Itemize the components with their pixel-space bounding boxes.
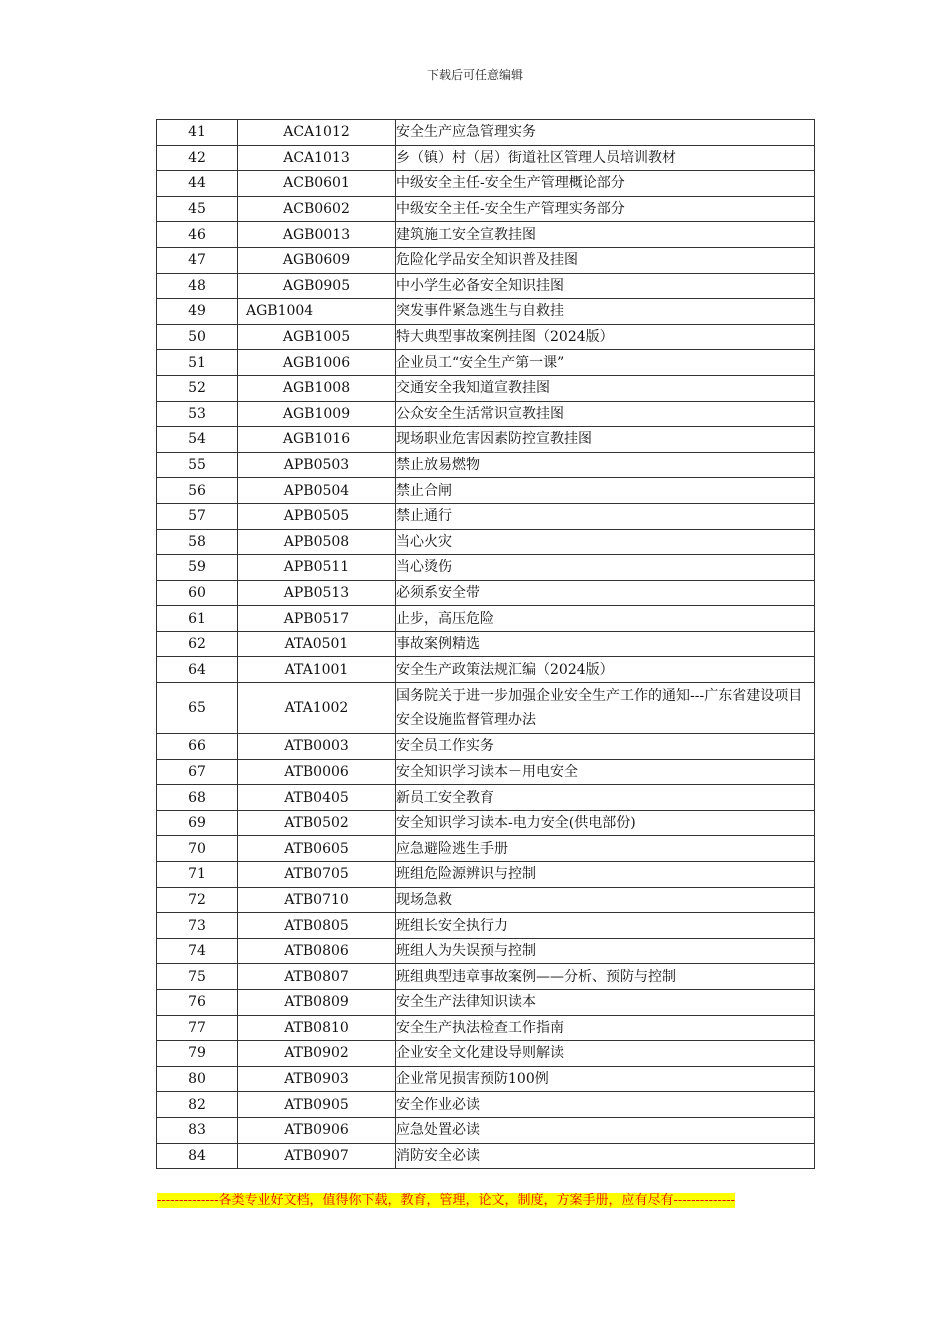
item-title-cell: 特大典型事故案例挂图（2024版）: [396, 324, 815, 350]
item-title-cell: 企业安全文化建设导则解读: [396, 1041, 815, 1067]
row-number-cell: 58: [157, 529, 238, 555]
item-title-cell: 企业员工“安全生产第一课”: [396, 350, 815, 376]
item-code-cell: ATA0501: [238, 631, 396, 657]
table-row: [157, 247, 815, 273]
table-row: [157, 503, 815, 529]
item-code-cell: ATB0806: [238, 938, 396, 964]
item-title-cell: 安全知识学习读本－用电安全: [396, 759, 815, 785]
item-code-cell: ATB0003: [238, 734, 396, 760]
row-number-cell: 75: [157, 964, 238, 990]
table-row: [157, 1092, 815, 1118]
table-row: [157, 683, 815, 734]
item-code-cell: AGB1008: [238, 375, 396, 401]
row-number-cell: 51: [157, 350, 238, 376]
item-title-cell: 禁止通行: [396, 503, 815, 529]
item-title-cell: 必须系安全带: [396, 580, 815, 606]
item-code-cell: ACB0602: [238, 196, 396, 222]
table-row: [157, 887, 815, 913]
item-title-cell: 建筑施工安全宣教挂图: [396, 222, 815, 248]
item-title-cell: 班组典型违章事故案例——分析、预防与控制: [396, 964, 815, 990]
table-row: [157, 145, 815, 171]
table-row: [157, 324, 815, 350]
row-number-cell: 79: [157, 1041, 238, 1067]
item-title-cell: 中级安全主任-安全生产管理概论部分: [396, 171, 815, 197]
item-title-cell: 安全作业必读: [396, 1092, 815, 1118]
item-title-cell: 新员工安全教育: [396, 785, 815, 811]
row-number-cell: 53: [157, 401, 238, 427]
item-code-cell: ATB0903: [238, 1066, 396, 1092]
table-row: [157, 759, 815, 785]
table-row: [157, 862, 815, 888]
table-row: [157, 913, 815, 939]
item-code-cell: ATB0710: [238, 887, 396, 913]
table-row: [157, 785, 815, 811]
row-number-cell: 72: [157, 887, 238, 913]
item-code-cell: ATB0807: [238, 964, 396, 990]
item-title-cell: 中小学生必备安全知识挂图: [396, 273, 815, 299]
row-number-cell: 59: [157, 555, 238, 581]
item-code-cell: APB0513: [238, 580, 396, 606]
item-code-cell: ATB0907: [238, 1143, 396, 1169]
item-code-cell: AGB1004: [238, 299, 396, 325]
row-number-cell: 55: [157, 452, 238, 478]
item-code-cell: ATB0006: [238, 759, 396, 785]
table-row: [157, 1041, 815, 1067]
item-code-cell: APB0505: [238, 503, 396, 529]
item-code-cell: AGB1005: [238, 324, 396, 350]
row-number-cell: 65: [157, 683, 238, 734]
row-number-cell: 71: [157, 862, 238, 888]
table-row: [157, 734, 815, 760]
item-title-cell: 当心火灾: [396, 529, 815, 555]
row-number-cell: 70: [157, 836, 238, 862]
item-title-cell: 当心烫伤: [396, 555, 815, 581]
row-number-cell: 68: [157, 785, 238, 811]
item-title-cell: 安全知识学习读本-电力安全(供电部份): [396, 810, 815, 836]
table-row: [157, 964, 815, 990]
table-row: [157, 375, 815, 401]
item-code-cell: APB0503: [238, 452, 396, 478]
table-row: [157, 1015, 815, 1041]
row-number-cell: 84: [157, 1143, 238, 1169]
item-title-cell: 安全员工作实务: [396, 734, 815, 760]
item-code-cell: ATB0810: [238, 1015, 396, 1041]
item-title-cell: 中级安全主任-安全生产管理实务部分: [396, 196, 815, 222]
item-title-cell: 班组危险源辨识与控制: [396, 862, 815, 888]
table-row: [157, 990, 815, 1016]
table-row: [157, 1143, 815, 1169]
item-code-cell: AGB0013: [238, 222, 396, 248]
item-code-cell: AGB1006: [238, 350, 396, 376]
row-number-cell: 74: [157, 938, 238, 964]
item-code-cell: ATB0502: [238, 810, 396, 836]
item-code-cell: ATB0405: [238, 785, 396, 811]
item-title-cell: 班组长安全执行力: [396, 913, 815, 939]
item-code-cell: APB0508: [238, 529, 396, 555]
row-number-cell: 82: [157, 1092, 238, 1118]
row-number-cell: 64: [157, 657, 238, 683]
table-row: [157, 810, 815, 836]
item-code-cell: AGB1009: [238, 401, 396, 427]
item-title-cell: 班组人为失误预与控制: [396, 938, 815, 964]
item-title-cell: 禁止放易燃物: [396, 452, 815, 478]
item-code-cell: ACA1012: [238, 120, 396, 146]
item-title-cell: 应急处置必读: [396, 1117, 815, 1143]
item-code-cell: ACA1013: [238, 145, 396, 171]
row-number-cell: 67: [157, 759, 238, 785]
item-title-cell: 危险化学品安全知识普及挂图: [396, 247, 815, 273]
table-row: [157, 631, 815, 657]
row-number-cell: 80: [157, 1066, 238, 1092]
item-code-cell: ATB0805: [238, 913, 396, 939]
table-row: [157, 478, 815, 504]
row-number-cell: 49: [157, 299, 238, 325]
table-row: [157, 580, 815, 606]
table-row: [157, 299, 815, 325]
table-row: [157, 120, 815, 146]
item-code-cell: ATB0902: [238, 1041, 396, 1067]
page-header: 下载后可任意编辑: [426, 68, 523, 82]
row-number-cell: 69: [157, 810, 238, 836]
table-row: [157, 555, 815, 581]
item-code-cell: AGB1016: [238, 427, 396, 453]
catalog-table: [156, 119, 815, 1169]
item-title-cell: 消防安全必读: [396, 1143, 815, 1169]
row-number-cell: 48: [157, 273, 238, 299]
footer-text: --------------各类专业好文档，值得你下载，教育，管理，论文，制度，方案手册，应有尽有--------------: [157, 1193, 735, 1208]
item-title-cell: 事故案例精选: [396, 631, 815, 657]
item-title-cell: 禁止合闸: [396, 478, 815, 504]
item-code-cell: ATA1002: [238, 683, 396, 734]
table-row: [157, 171, 815, 197]
row-number-cell: 60: [157, 580, 238, 606]
row-number-cell: 46: [157, 222, 238, 248]
table-row: [157, 1066, 815, 1092]
row-number-cell: 56: [157, 478, 238, 504]
table-row: [157, 452, 815, 478]
row-number-cell: 47: [157, 247, 238, 273]
item-code-cell: AGB0609: [238, 247, 396, 273]
row-number-cell: 83: [157, 1117, 238, 1143]
item-title-cell: 安全生产法律知识读本: [396, 990, 815, 1016]
item-title-cell: 企业常见损害预防100例: [396, 1066, 815, 1092]
item-title-cell: 交通安全我知道宣教挂图: [396, 375, 815, 401]
row-number-cell: 77: [157, 1015, 238, 1041]
table-row: [157, 657, 815, 683]
table-row: [157, 196, 815, 222]
item-title-cell: 安全生产政策法规汇编（2024版）: [396, 657, 815, 683]
row-number-cell: 62: [157, 631, 238, 657]
item-title-cell: 公众安全生活常识宣教挂图: [396, 401, 815, 427]
item-code-cell: APB0517: [238, 606, 396, 632]
row-number-cell: 44: [157, 171, 238, 197]
item-title-cell: 止步，高压危险: [396, 606, 815, 632]
row-number-cell: 61: [157, 606, 238, 632]
item-title-cell: 现场职业危害因素防控宣教挂图: [396, 427, 815, 453]
table-row: [157, 1117, 815, 1143]
item-title-cell: 乡（镇）村（居）街道社区管理人员培训教材: [396, 145, 815, 171]
table-row: [157, 938, 815, 964]
row-number-cell: 66: [157, 734, 238, 760]
item-code-cell: APB0504: [238, 478, 396, 504]
row-number-cell: 50: [157, 324, 238, 350]
item-code-cell: ACB0601: [238, 171, 396, 197]
item-code-cell: ATB0705: [238, 862, 396, 888]
item-title-cell: 应急避险逃生手册: [396, 836, 815, 862]
row-number-cell: 76: [157, 990, 238, 1016]
row-number-cell: 45: [157, 196, 238, 222]
row-number-cell: 73: [157, 913, 238, 939]
item-code-cell: ATB0905: [238, 1092, 396, 1118]
item-code-cell: AGB0905: [238, 273, 396, 299]
table-row: [157, 222, 815, 248]
item-title-cell: 突发事件紧急逃生与自救挂: [396, 299, 815, 325]
catalog-table-body: [157, 120, 815, 1169]
table-row: [157, 427, 815, 453]
table-row: [157, 529, 815, 555]
footer-banner: [157, 1193, 757, 1209]
item-code-cell: ATA1001: [238, 657, 396, 683]
row-number-cell: 57: [157, 503, 238, 529]
item-title-cell: 安全生产执法检查工作指南: [396, 1015, 815, 1041]
table-row: [157, 273, 815, 299]
table-row: [157, 836, 815, 862]
row-number-cell: 54: [157, 427, 238, 453]
table-row: [157, 401, 815, 427]
item-title-cell: 国务院关于进一步加强企业安全生产工作的通知---广东省建设项目安全设施监督管理办法: [396, 683, 815, 734]
item-title-cell: 现场急救: [396, 887, 815, 913]
table-row: [157, 350, 815, 376]
table-row: [157, 606, 815, 632]
item-code-cell: APB0511: [238, 555, 396, 581]
item-code-cell: ATB0906: [238, 1117, 396, 1143]
item-code-cell: ATB0605: [238, 836, 396, 862]
item-code-cell: ATB0809: [238, 990, 396, 1016]
row-number-cell: 41: [157, 120, 238, 146]
row-number-cell: 42: [157, 145, 238, 171]
row-number-cell: 52: [157, 375, 238, 401]
item-title-cell: 安全生产应急管理实务: [396, 120, 815, 146]
